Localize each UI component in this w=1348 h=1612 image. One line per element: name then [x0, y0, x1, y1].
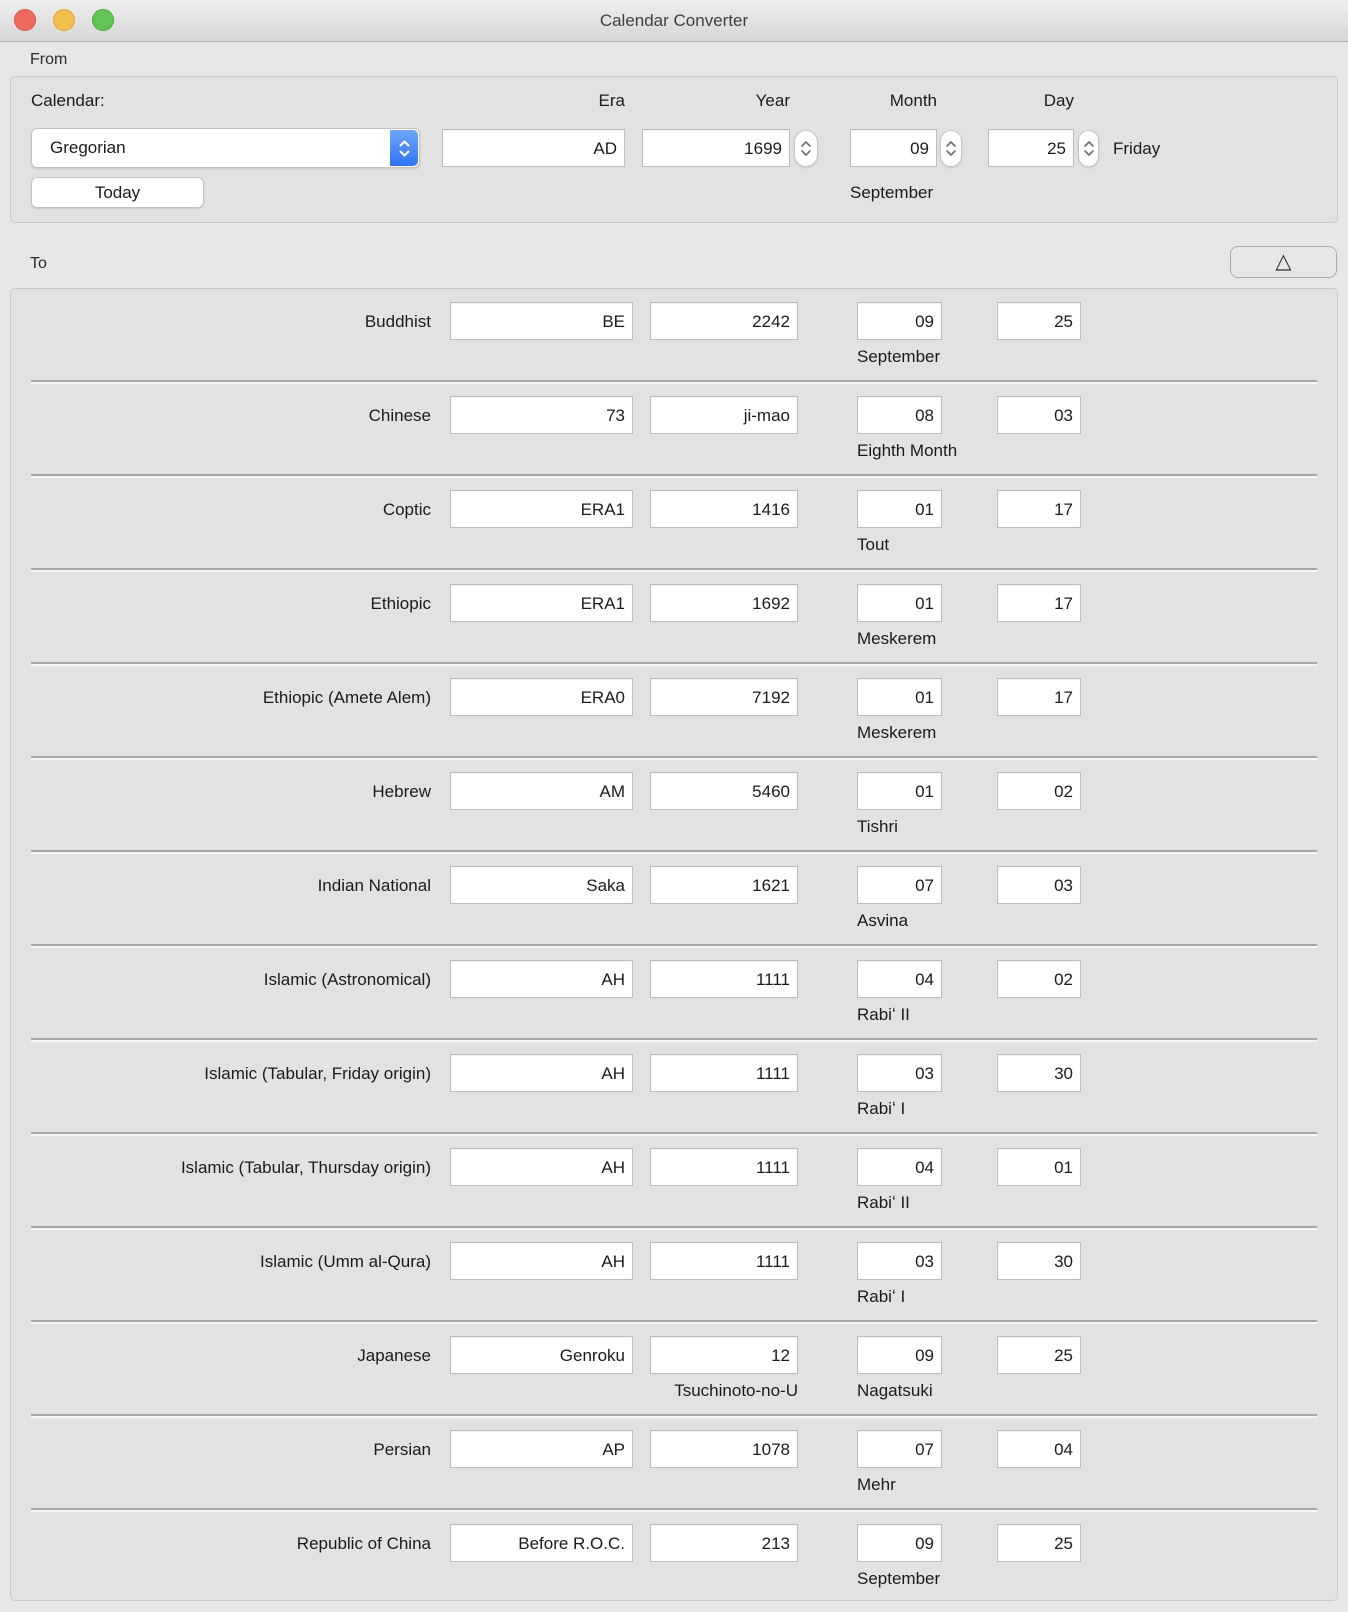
from-month-field[interactable]: 09	[850, 129, 937, 167]
month-column-header: Month	[889, 91, 937, 110]
month-field[interactable]: 01	[857, 584, 942, 622]
month-field[interactable]: 08	[857, 396, 942, 434]
from-day-field[interactable]: 25	[988, 129, 1074, 167]
day-field[interactable]: 17	[997, 678, 1081, 716]
to-box	[10, 288, 1338, 1601]
weekday-label: Friday	[1113, 139, 1161, 158]
day-field[interactable]: 02	[997, 960, 1081, 998]
from-era-field[interactable]: AD	[442, 129, 625, 167]
triangle-up-icon: △	[1275, 250, 1292, 273]
calendar-name: Chinese	[368, 406, 431, 425]
from-year-field[interactable]: 1699	[642, 129, 790, 167]
year-field[interactable]: 1621	[650, 866, 798, 904]
era-field[interactable]: 73	[450, 396, 633, 434]
month-field[interactable]: 09	[857, 1524, 942, 1562]
month-name-label: Eighth Month	[857, 441, 958, 460]
era-field[interactable]: Saka	[450, 866, 633, 904]
day-field[interactable]: 02	[997, 772, 1081, 810]
calendar-row	[11, 1054, 1337, 1148]
month-name-label: Mehr	[857, 1475, 896, 1494]
calendar-name: Persian	[373, 1440, 431, 1459]
year-field[interactable]: 1111	[650, 1054, 798, 1092]
day-field[interactable]: 30	[997, 1054, 1081, 1092]
day-field[interactable]: 03	[997, 396, 1081, 434]
month-field[interactable]: 01	[857, 490, 942, 528]
day-field[interactable]: 30	[997, 1242, 1081, 1280]
calendar-row	[11, 1148, 1337, 1242]
calendar-name: Ethiopic	[370, 594, 431, 613]
year-field[interactable]: 7192	[650, 678, 798, 716]
row-separator	[31, 1508, 1317, 1512]
to-section-label: To	[30, 255, 47, 272]
calendar-name: Islamic (Tabular, Friday origin)	[204, 1064, 431, 1083]
month-name-label: Rabiʻ II	[857, 1193, 910, 1212]
month-name-label: Rabiʻ I	[857, 1099, 906, 1118]
month-name-label: September	[857, 1569, 941, 1588]
day-column-header: Day	[1043, 91, 1074, 110]
era-field[interactable]: Before R.O.C.	[450, 1524, 633, 1562]
year-field[interactable]: 1078	[650, 1430, 798, 1468]
year-field[interactable]: 1111	[650, 960, 798, 998]
month-field[interactable]: 07	[857, 1430, 942, 1468]
chevron-down-icon	[946, 150, 956, 156]
day-field[interactable]: 25	[997, 1524, 1081, 1562]
calendar-row	[11, 866, 1337, 960]
month-name-label: September	[857, 347, 941, 366]
calendar-row	[11, 1242, 1337, 1336]
month-name-label: Asvina	[857, 911, 909, 930]
year-column-header: Year	[755, 91, 790, 110]
year-stepper[interactable]	[794, 130, 818, 167]
year-field[interactable]: 213	[650, 1524, 798, 1562]
calendar-name: Hebrew	[372, 782, 431, 801]
day-field[interactable]: 25	[997, 302, 1081, 340]
month-name-label: Rabiʻ I	[857, 1287, 906, 1306]
row-separator	[31, 662, 1317, 666]
calendar-row	[11, 1336, 1337, 1430]
year-field[interactable]: 5460	[650, 772, 798, 810]
era-field[interactable]: AP	[450, 1430, 633, 1468]
chevron-down-icon	[1084, 150, 1094, 156]
calendar-name: Islamic (Umm al-Qura)	[260, 1252, 431, 1271]
day-field[interactable]: 01	[997, 1148, 1081, 1186]
row-separator	[31, 756, 1317, 760]
row-separator	[31, 474, 1317, 478]
calendar-row	[11, 772, 1337, 866]
calendar-row	[11, 1524, 1337, 1601]
era-field[interactable]: AH	[450, 960, 633, 998]
calendar-row	[11, 1430, 1337, 1524]
month-field[interactable]: 04	[857, 1148, 942, 1186]
month-name-label: Tishri	[857, 817, 898, 836]
month-name-label: Rabiʻ II	[857, 1005, 910, 1024]
chevron-up-icon	[1084, 141, 1094, 147]
calendar-row	[11, 960, 1337, 1054]
era-field[interactable]: BE	[450, 302, 633, 340]
year-field[interactable]: ji-mao	[650, 396, 798, 434]
month-name-label: Tout	[857, 535, 890, 554]
calendar-row	[11, 678, 1337, 772]
row-separator	[31, 380, 1317, 384]
year-field[interactable]: 1416	[650, 490, 798, 528]
calendar-name: Buddhist	[364, 312, 431, 331]
month-stepper[interactable]	[940, 130, 962, 167]
year-field[interactable]: 1692	[650, 584, 798, 622]
year-field[interactable]: 2242	[650, 302, 798, 340]
day-field[interactable]: 25	[997, 1336, 1081, 1374]
month-field[interactable]: 03	[857, 1054, 942, 1092]
calendar-name: Indian National	[317, 876, 431, 895]
month-name-label: Meskerem	[857, 629, 937, 648]
row-separator	[31, 1320, 1317, 1324]
row-separator	[31, 1414, 1317, 1418]
day-field[interactable]: 03	[997, 866, 1081, 904]
calendar-row	[11, 584, 1337, 678]
year-field[interactable]: 1111	[650, 1242, 798, 1280]
era-field[interactable]: ERA0	[450, 678, 633, 716]
month-name-label: Nagatsuki	[857, 1381, 933, 1400]
era-field[interactable]: ERA1	[450, 584, 633, 622]
calendar-name: Islamic (Astronomical)	[263, 970, 431, 989]
year-name-label: Tsuchinoto-no-U	[674, 1381, 798, 1400]
calendar-name: Republic of China	[296, 1534, 431, 1553]
chevron-up-icon	[946, 141, 956, 147]
month-field[interactable]: 09	[857, 1336, 942, 1374]
calendar-name: Ethiopic (Amete Alem)	[262, 688, 431, 707]
day-field[interactable]: 17	[997, 490, 1081, 528]
month-field[interactable]: 07	[857, 866, 942, 904]
era-column-header: Era	[598, 91, 625, 110]
popup-up-down-icon	[390, 130, 418, 166]
year-field[interactable]: 12	[650, 1336, 798, 1374]
month-name-label: Meskerem	[857, 723, 937, 742]
row-separator	[31, 850, 1317, 854]
row-separator	[31, 1132, 1317, 1136]
calendar-row	[11, 490, 1337, 584]
row-separator	[31, 944, 1317, 948]
chevron-down-icon	[801, 150, 811, 156]
from-month-name-label: September	[850, 183, 934, 202]
calendar-label: Calendar:	[31, 91, 105, 110]
chevron-up-icon	[801, 141, 811, 147]
calendar-row	[11, 302, 1337, 396]
month-field[interactable]: 01	[857, 678, 942, 716]
day-field[interactable]: 17	[997, 584, 1081, 622]
calendar-row	[11, 396, 1337, 490]
era-field[interactable]: AH	[450, 1242, 633, 1280]
window-title: Calendar Converter	[599, 11, 749, 30]
row-separator	[31, 1038, 1317, 1042]
day-field[interactable]: 04	[997, 1430, 1081, 1468]
from-groupbox	[10, 76, 1338, 223]
today-button[interactable]: Today	[31, 177, 204, 208]
month-field[interactable]: 01	[857, 772, 942, 810]
era-field[interactable]: Genroku	[450, 1336, 633, 1374]
era-field[interactable]: AM	[450, 772, 633, 810]
calendar-popup-value: Gregorian	[50, 138, 126, 157]
calendar-popup-button[interactable]	[31, 128, 420, 168]
month-field[interactable]: 03	[857, 1242, 942, 1280]
row-separator	[31, 568, 1317, 572]
from-section-label: From	[30, 51, 68, 68]
era-field[interactable]: AH	[450, 1148, 633, 1186]
calendar-name: Islamic (Tabular, Thursday origin)	[180, 1158, 431, 1177]
calendar-name: Japanese	[357, 1346, 431, 1365]
day-stepper[interactable]	[1078, 130, 1099, 167]
calendar-name: Coptic	[382, 500, 431, 519]
era-field[interactable]: AH	[450, 1054, 633, 1092]
year-field[interactable]: 1111	[650, 1148, 798, 1186]
month-field[interactable]: 09	[857, 302, 942, 340]
title-bar	[0, 0, 1348, 42]
row-separator	[31, 1226, 1317, 1230]
era-field[interactable]: ERA1	[450, 490, 633, 528]
month-field[interactable]: 04	[857, 960, 942, 998]
collapse-button[interactable]	[1230, 246, 1337, 278]
